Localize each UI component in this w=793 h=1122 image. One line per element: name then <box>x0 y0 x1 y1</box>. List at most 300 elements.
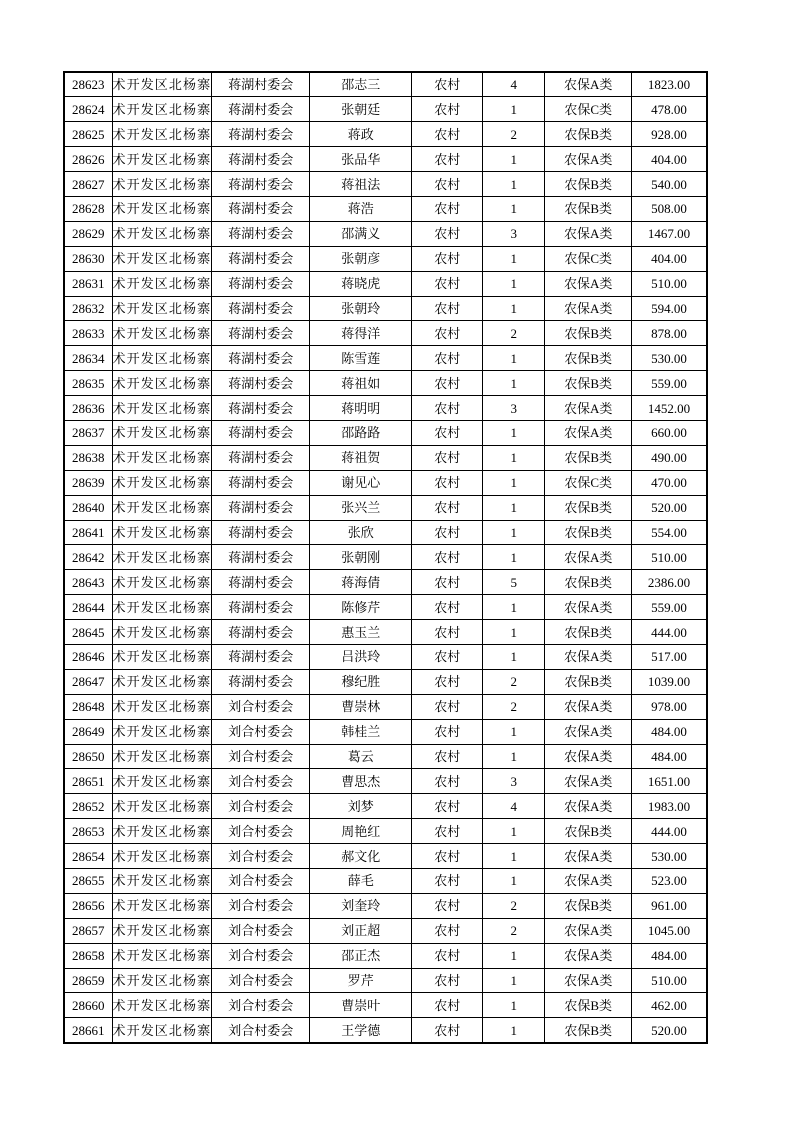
district-unit-cell: 术开发区北杨寨 <box>112 321 212 346</box>
person-name-cell: 韩桂兰 <box>310 719 412 744</box>
residence-type-cell: 农村 <box>412 147 483 172</box>
amount-cell: 1823.00 <box>632 72 707 97</box>
serial-number-cell: 28655 <box>64 869 112 894</box>
amount-cell: 484.00 <box>632 719 707 744</box>
residence-type-cell: 农村 <box>412 271 483 296</box>
village-committee-cell: 蒋湖村委会 <box>212 72 310 97</box>
amount-cell: 490.00 <box>632 445 707 470</box>
person-name-cell: 蒋祖如 <box>310 371 412 396</box>
district-unit-cell: 术开发区北杨寨 <box>112 445 212 470</box>
table-row <box>64 495 707 520</box>
district-unit-cell: 术开发区北杨寨 <box>112 147 212 172</box>
residence-type-cell: 农村 <box>412 694 483 719</box>
residence-type-cell: 农村 <box>412 495 483 520</box>
village-committee-cell: 刘合村委会 <box>212 893 310 918</box>
village-committee-cell: 刘合村委会 <box>212 968 310 993</box>
amount-cell: 928.00 <box>632 122 707 147</box>
table-row <box>64 1018 707 1043</box>
district-unit-cell: 术开发区北杨寨 <box>112 172 212 197</box>
residence-type-cell: 农村 <box>412 869 483 894</box>
person-count-cell: 1 <box>483 744 545 769</box>
person-count-cell: 1 <box>483 545 545 570</box>
residence-type-cell: 农村 <box>412 595 483 620</box>
insurance-category-cell: 农保C类 <box>545 97 632 122</box>
table-row <box>64 271 707 296</box>
village-committee-cell: 刘合村委会 <box>212 819 310 844</box>
serial-number-cell: 28640 <box>64 495 112 520</box>
table-row <box>64 694 707 719</box>
person-count-cell: 4 <box>483 794 545 819</box>
person-name-cell: 蒋晓虎 <box>310 271 412 296</box>
village-committee-cell: 刘合村委会 <box>212 769 310 794</box>
village-committee-cell: 蒋湖村委会 <box>212 520 310 545</box>
person-count-cell: 1 <box>483 296 545 321</box>
person-count-cell: 1 <box>483 246 545 271</box>
person-name-cell: 葛云 <box>310 744 412 769</box>
amount-cell: 1651.00 <box>632 769 707 794</box>
district-unit-cell: 术开发区北杨寨 <box>112 271 212 296</box>
district-unit-cell: 术开发区北杨寨 <box>112 844 212 869</box>
district-unit-cell: 术开发区北杨寨 <box>112 1018 212 1043</box>
district-unit-cell: 术开发区北杨寨 <box>112 495 212 520</box>
residence-type-cell: 农村 <box>412 445 483 470</box>
insurance-category-cell: 农保B类 <box>545 196 632 221</box>
village-committee-cell: 蒋湖村委会 <box>212 147 310 172</box>
serial-number-cell: 28651 <box>64 769 112 794</box>
serial-number-cell: 28661 <box>64 1018 112 1043</box>
table-row <box>64 595 707 620</box>
table-row <box>64 321 707 346</box>
person-name-cell: 邵志三 <box>310 72 412 97</box>
table-row <box>64 246 707 271</box>
serial-number-cell: 28630 <box>64 246 112 271</box>
serial-number-cell: 28629 <box>64 221 112 246</box>
district-unit-cell: 术开发区北杨寨 <box>112 246 212 271</box>
serial-number-cell: 28624 <box>64 97 112 122</box>
amount-cell: 2386.00 <box>632 570 707 595</box>
residence-type-cell: 农村 <box>412 918 483 943</box>
insurance-category-cell: 农保A类 <box>545 943 632 968</box>
district-unit-cell: 术开发区北杨寨 <box>112 346 212 371</box>
residence-type-cell: 农村 <box>412 420 483 445</box>
person-name-cell: 蒋政 <box>310 122 412 147</box>
amount-cell: 554.00 <box>632 520 707 545</box>
table-row <box>64 445 707 470</box>
amount-cell: 508.00 <box>632 196 707 221</box>
person-name-cell: 周艳红 <box>310 819 412 844</box>
residence-type-cell: 农村 <box>412 669 483 694</box>
person-count-cell: 1 <box>483 346 545 371</box>
district-unit-cell: 术开发区北杨寨 <box>112 644 212 669</box>
serial-number-cell: 28649 <box>64 719 112 744</box>
insurance-category-cell: 农保B类 <box>545 495 632 520</box>
person-count-cell: 3 <box>483 769 545 794</box>
insurance-category-cell: 农保A类 <box>545 420 632 445</box>
person-count-cell: 2 <box>483 122 545 147</box>
amount-cell: 404.00 <box>632 246 707 271</box>
village-committee-cell: 蒋湖村委会 <box>212 321 310 346</box>
district-unit-cell: 术开发区北杨寨 <box>112 97 212 122</box>
insurance-category-cell: 农保A类 <box>545 918 632 943</box>
serial-number-cell: 28628 <box>64 196 112 221</box>
serial-number-cell: 28654 <box>64 844 112 869</box>
amount-cell: 559.00 <box>632 371 707 396</box>
person-name-cell: 刘梦 <box>310 794 412 819</box>
amount-cell: 510.00 <box>632 271 707 296</box>
insurance-category-cell: 农保A类 <box>545 869 632 894</box>
person-count-cell: 1 <box>483 420 545 445</box>
serial-number-cell: 28635 <box>64 371 112 396</box>
amount-cell: 1045.00 <box>632 918 707 943</box>
district-unit-cell: 术开发区北杨寨 <box>112 420 212 445</box>
village-committee-cell: 刘合村委会 <box>212 943 310 968</box>
serial-number-cell: 28632 <box>64 296 112 321</box>
insurance-category-cell: 农保A类 <box>545 271 632 296</box>
person-count-cell: 4 <box>483 72 545 97</box>
insurance-category-cell: 农保A类 <box>545 396 632 421</box>
residence-type-cell: 农村 <box>412 844 483 869</box>
person-name-cell: 曹崇林 <box>310 694 412 719</box>
insurance-category-cell: 农保B类 <box>545 520 632 545</box>
table-row <box>64 769 707 794</box>
village-committee-cell: 蒋湖村委会 <box>212 644 310 669</box>
person-count-cell: 1 <box>483 595 545 620</box>
table-row <box>64 794 707 819</box>
district-unit-cell: 术开发区北杨寨 <box>112 296 212 321</box>
person-count-cell: 1 <box>483 520 545 545</box>
person-name-cell: 张兴兰 <box>310 495 412 520</box>
residence-type-cell: 农村 <box>412 396 483 421</box>
district-unit-cell: 术开发区北杨寨 <box>112 620 212 645</box>
person-count-cell: 2 <box>483 669 545 694</box>
table-row <box>64 570 707 595</box>
residence-type-cell: 农村 <box>412 1018 483 1043</box>
village-committee-cell: 蒋湖村委会 <box>212 495 310 520</box>
person-count-cell: 1 <box>483 644 545 669</box>
district-unit-cell: 术开发区北杨寨 <box>112 196 212 221</box>
insurance-category-cell: 农保B类 <box>545 1018 632 1043</box>
person-name-cell: 王学德 <box>310 1018 412 1043</box>
table-row <box>64 918 707 943</box>
table-row <box>64 993 707 1018</box>
village-committee-cell: 蒋湖村委会 <box>212 221 310 246</box>
amount-cell: 444.00 <box>632 819 707 844</box>
residence-type-cell: 农村 <box>412 968 483 993</box>
person-name-cell: 惠玉兰 <box>310 620 412 645</box>
person-name-cell: 邵路路 <box>310 420 412 445</box>
person-count-cell: 1 <box>483 97 545 122</box>
person-count-cell: 1 <box>483 943 545 968</box>
person-count-cell: 1 <box>483 719 545 744</box>
person-name-cell: 薛毛 <box>310 869 412 894</box>
insurance-category-cell: 农保A类 <box>545 72 632 97</box>
district-unit-cell: 术开发区北杨寨 <box>112 869 212 894</box>
person-name-cell: 张朝廷 <box>310 97 412 122</box>
insurance-category-cell: 农保C类 <box>545 246 632 271</box>
village-committee-cell: 蒋湖村委会 <box>212 420 310 445</box>
amount-cell: 478.00 <box>632 97 707 122</box>
residence-type-cell: 农村 <box>412 196 483 221</box>
serial-number-cell: 28659 <box>64 968 112 993</box>
district-unit-cell: 术开发区北杨寨 <box>112 918 212 943</box>
table-row <box>64 968 707 993</box>
residence-type-cell: 农村 <box>412 769 483 794</box>
serial-number-cell: 28657 <box>64 918 112 943</box>
village-committee-cell: 蒋湖村委会 <box>212 371 310 396</box>
person-name-cell: 陈修芹 <box>310 595 412 620</box>
insurance-category-cell: 农保B类 <box>545 172 632 197</box>
person-name-cell: 蒋得洋 <box>310 321 412 346</box>
person-count-cell: 1 <box>483 470 545 495</box>
person-name-cell: 谢见心 <box>310 470 412 495</box>
district-unit-cell: 术开发区北杨寨 <box>112 744 212 769</box>
table-row <box>64 669 707 694</box>
table-row <box>64 719 707 744</box>
amount-cell: 520.00 <box>632 495 707 520</box>
insurance-category-cell: 农保A类 <box>545 595 632 620</box>
village-committee-cell: 蒋湖村委会 <box>212 396 310 421</box>
amount-cell: 470.00 <box>632 470 707 495</box>
amount-cell: 961.00 <box>632 893 707 918</box>
person-name-cell: 曹崇叶 <box>310 993 412 1018</box>
table-row <box>64 72 707 97</box>
amount-cell: 484.00 <box>632 943 707 968</box>
table-row <box>64 296 707 321</box>
village-committee-cell: 蒋湖村委会 <box>212 545 310 570</box>
person-count-cell: 1 <box>483 819 545 844</box>
insurance-category-cell: 农保A类 <box>545 644 632 669</box>
district-unit-cell: 术开发区北杨寨 <box>112 719 212 744</box>
village-committee-cell: 蒋湖村委会 <box>212 669 310 694</box>
amount-cell: 1467.00 <box>632 221 707 246</box>
serial-number-cell: 28653 <box>64 819 112 844</box>
district-unit-cell: 术开发区北杨寨 <box>112 520 212 545</box>
residence-type-cell: 农村 <box>412 346 483 371</box>
table-row <box>64 221 707 246</box>
serial-number-cell: 28652 <box>64 794 112 819</box>
amount-cell: 510.00 <box>632 545 707 570</box>
insurance-category-cell: 农保A类 <box>545 744 632 769</box>
serial-number-cell: 28636 <box>64 396 112 421</box>
table-row <box>64 97 707 122</box>
residence-type-cell: 农村 <box>412 893 483 918</box>
residence-type-cell: 农村 <box>412 72 483 97</box>
insurance-category-cell: 农保A类 <box>545 296 632 321</box>
insurance-category-cell: 农保B类 <box>545 669 632 694</box>
person-name-cell: 张品华 <box>310 147 412 172</box>
table-row <box>64 346 707 371</box>
residence-type-cell: 农村 <box>412 993 483 1018</box>
village-committee-cell: 蒋湖村委会 <box>212 570 310 595</box>
insurance-category-cell: 农保A类 <box>545 968 632 993</box>
district-unit-cell: 术开发区北杨寨 <box>112 968 212 993</box>
residence-type-cell: 农村 <box>412 371 483 396</box>
residence-type-cell: 农村 <box>412 744 483 769</box>
table-row <box>64 819 707 844</box>
district-unit-cell: 术开发区北杨寨 <box>112 943 212 968</box>
amount-cell: 530.00 <box>632 844 707 869</box>
serial-number-cell: 28625 <box>64 122 112 147</box>
village-committee-cell: 刘合村委会 <box>212 869 310 894</box>
insurance-category-cell: 农保A类 <box>545 844 632 869</box>
person-name-cell: 张朝刚 <box>310 545 412 570</box>
village-committee-cell: 蒋湖村委会 <box>212 122 310 147</box>
person-name-cell: 蒋浩 <box>310 196 412 221</box>
residence-type-cell: 农村 <box>412 520 483 545</box>
residence-type-cell: 农村 <box>412 819 483 844</box>
person-name-cell: 穆纪胜 <box>310 669 412 694</box>
person-name-cell: 张欣 <box>310 520 412 545</box>
amount-cell: 510.00 <box>632 968 707 993</box>
serial-number-cell: 28643 <box>64 570 112 595</box>
person-name-cell: 邵正杰 <box>310 943 412 968</box>
amount-cell: 520.00 <box>632 1018 707 1043</box>
serial-number-cell: 28626 <box>64 147 112 172</box>
amount-cell: 444.00 <box>632 620 707 645</box>
person-count-cell: 1 <box>483 495 545 520</box>
person-count-cell: 1 <box>483 147 545 172</box>
serial-number-cell: 28658 <box>64 943 112 968</box>
serial-number-cell: 28650 <box>64 744 112 769</box>
village-committee-cell: 蒋湖村委会 <box>212 346 310 371</box>
residence-type-cell: 农村 <box>412 321 483 346</box>
amount-cell: 559.00 <box>632 595 707 620</box>
serial-number-cell: 28634 <box>64 346 112 371</box>
person-name-cell: 蒋海倩 <box>310 570 412 595</box>
table-row <box>64 869 707 894</box>
person-count-cell: 3 <box>483 396 545 421</box>
person-count-cell: 1 <box>483 196 545 221</box>
district-unit-cell: 术开发区北杨寨 <box>112 122 212 147</box>
district-unit-cell: 术开发区北杨寨 <box>112 545 212 570</box>
person-name-cell: 郝文化 <box>310 844 412 869</box>
serial-number-cell: 28648 <box>64 694 112 719</box>
village-committee-cell: 蒋湖村委会 <box>212 620 310 645</box>
table-row <box>64 470 707 495</box>
table-row <box>64 744 707 769</box>
person-count-cell: 5 <box>483 570 545 595</box>
person-count-cell: 1 <box>483 869 545 894</box>
person-name-cell: 曹思杰 <box>310 769 412 794</box>
serial-number-cell: 28647 <box>64 669 112 694</box>
village-committee-cell: 蒋湖村委会 <box>212 246 310 271</box>
table-row <box>64 371 707 396</box>
person-name-cell: 罗芹 <box>310 968 412 993</box>
table-row <box>64 943 707 968</box>
insurance-category-cell: 农保B类 <box>545 893 632 918</box>
serial-number-cell: 28637 <box>64 420 112 445</box>
residence-type-cell: 农村 <box>412 122 483 147</box>
village-committee-cell: 蒋湖村委会 <box>212 271 310 296</box>
insurance-category-cell: 农保A类 <box>545 694 632 719</box>
district-unit-cell: 术开发区北杨寨 <box>112 570 212 595</box>
residence-type-cell: 农村 <box>412 545 483 570</box>
district-unit-cell: 术开发区北杨寨 <box>112 470 212 495</box>
village-committee-cell: 蒋湖村委会 <box>212 470 310 495</box>
person-name-cell: 刘奎玲 <box>310 893 412 918</box>
table-row <box>64 122 707 147</box>
residence-type-cell: 农村 <box>412 644 483 669</box>
person-count-cell: 2 <box>483 321 545 346</box>
village-committee-cell: 刘合村委会 <box>212 918 310 943</box>
serial-number-cell: 28623 <box>64 72 112 97</box>
district-unit-cell: 术开发区北杨寨 <box>112 993 212 1018</box>
district-unit-cell: 术开发区北杨寨 <box>112 221 212 246</box>
amount-cell: 484.00 <box>632 744 707 769</box>
residence-type-cell: 农村 <box>412 719 483 744</box>
person-name-cell: 蒋明明 <box>310 396 412 421</box>
person-count-cell: 1 <box>483 172 545 197</box>
serial-number-cell: 28638 <box>64 445 112 470</box>
person-count-cell: 1 <box>483 993 545 1018</box>
person-count-cell: 1 <box>483 1018 545 1043</box>
person-count-cell: 1 <box>483 968 545 993</box>
serial-number-cell: 28644 <box>64 595 112 620</box>
amount-cell: 594.00 <box>632 296 707 321</box>
table-row <box>64 172 707 197</box>
table-row <box>64 545 707 570</box>
village-committee-cell: 刘合村委会 <box>212 744 310 769</box>
residence-type-cell: 农村 <box>412 296 483 321</box>
amount-cell: 1452.00 <box>632 396 707 421</box>
person-count-cell: 2 <box>483 893 545 918</box>
village-committee-cell: 蒋湖村委会 <box>212 97 310 122</box>
insurance-category-cell: 农保A类 <box>545 221 632 246</box>
table-row <box>64 147 707 172</box>
district-unit-cell: 术开发区北杨寨 <box>112 819 212 844</box>
insurance-category-cell: 农保A类 <box>545 769 632 794</box>
serial-number-cell: 28627 <box>64 172 112 197</box>
records-table-body <box>64 72 707 1043</box>
table-row <box>64 396 707 421</box>
insurance-category-cell: 农保B类 <box>545 570 632 595</box>
insurance-category-cell: 农保B类 <box>545 346 632 371</box>
insurance-category-cell: 农保B类 <box>545 321 632 346</box>
person-count-cell: 1 <box>483 371 545 396</box>
amount-cell: 404.00 <box>632 147 707 172</box>
serial-number-cell: 28639 <box>64 470 112 495</box>
table-row <box>64 620 707 645</box>
person-count-cell: 1 <box>483 620 545 645</box>
village-committee-cell: 刘合村委会 <box>212 1018 310 1043</box>
amount-cell: 1983.00 <box>632 794 707 819</box>
amount-cell: 1039.00 <box>632 669 707 694</box>
table-row <box>64 420 707 445</box>
village-committee-cell: 蒋湖村委会 <box>212 595 310 620</box>
person-name-cell: 吕洪玲 <box>310 644 412 669</box>
person-name-cell: 刘正超 <box>310 918 412 943</box>
village-committee-cell: 蒋湖村委会 <box>212 196 310 221</box>
insurance-category-cell: 农保B类 <box>545 371 632 396</box>
district-unit-cell: 术开发区北杨寨 <box>112 769 212 794</box>
insurance-category-cell: 农保B类 <box>545 620 632 645</box>
amount-cell: 523.00 <box>632 869 707 894</box>
insurance-category-cell: 农保B类 <box>545 445 632 470</box>
table-row <box>64 844 707 869</box>
person-count-cell: 1 <box>483 445 545 470</box>
residence-type-cell: 农村 <box>412 172 483 197</box>
insurance-category-cell: 农保A类 <box>545 147 632 172</box>
residence-type-cell: 农村 <box>412 620 483 645</box>
district-unit-cell: 术开发区北杨寨 <box>112 396 212 421</box>
residence-type-cell: 农村 <box>412 470 483 495</box>
district-unit-cell: 术开发区北杨寨 <box>112 371 212 396</box>
village-committee-cell: 刘合村委会 <box>212 794 310 819</box>
serial-number-cell: 28633 <box>64 321 112 346</box>
insurance-category-cell: 农保B类 <box>545 819 632 844</box>
serial-number-cell: 28641 <box>64 520 112 545</box>
person-name-cell: 蒋祖贺 <box>310 445 412 470</box>
